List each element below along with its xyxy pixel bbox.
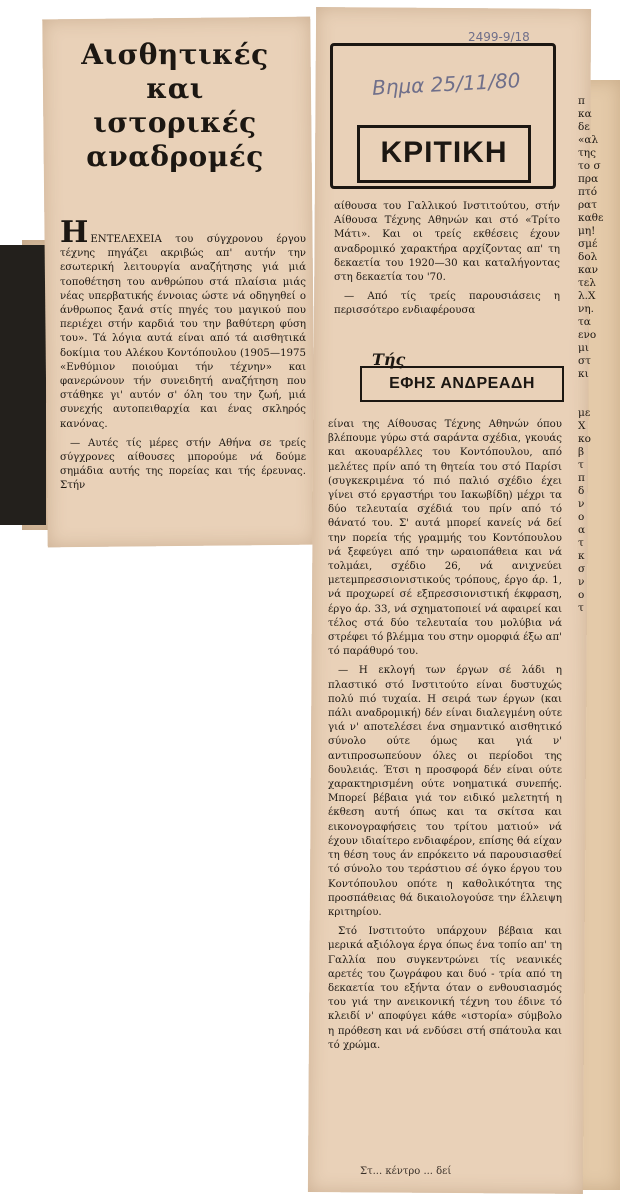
fragment-line: μι bbox=[578, 342, 589, 354]
fragment-line bbox=[578, 381, 618, 394]
paragraph: Στό Ινστιτούτο υπάρχουν βέβαια και μερικά αξιόλογα έργα όπως ένα τοπίο απ' τη Γαλλία που συγκεντρώνει τίς νεανικές αρετές του ζωγράφου και δυό - τρία από τη δεκαετία του εξήντα όταν ο ενθουσιασμός του γιά την ανεικονική τέχνη του έδινε τό κλειδί ν' αποφύγει κάθε «ιστορία» σύμβολο η πρόθεση και νά ενδύσει στή σπάτουλα και τό χρώμα. bbox=[328, 926, 562, 1051]
catalog-number: 2499-9/18 bbox=[468, 30, 530, 44]
fragment-line: καθε bbox=[578, 212, 604, 224]
handwritten-note: Βημα 25/11/80 bbox=[371, 68, 522, 100]
title-line: αναδρομές bbox=[86, 140, 264, 173]
article-title bbox=[70, 38, 280, 174]
paragraph: — Αυτές τίς μέρες στήν Αθήνα σε τρείς σύγχρονες αίθουσες μπορούμε νά δούμε σημάδια αυτής της πορείας και τής έρευνας. Στήν bbox=[60, 437, 306, 492]
fragment-line: δολ bbox=[578, 251, 598, 263]
fragment-line: ν bbox=[578, 576, 585, 588]
side-fragment-text bbox=[578, 95, 618, 615]
fragment-line: δ bbox=[578, 485, 585, 497]
fragment-line: μη! bbox=[578, 225, 596, 237]
fragment-line: α bbox=[578, 524, 586, 536]
fragment-line: κ bbox=[578, 550, 585, 562]
bottom-fragment: Στ... κέντρο ... δεί bbox=[360, 1166, 452, 1177]
fragment-line: στ bbox=[578, 355, 591, 367]
fragment-line: κο bbox=[578, 433, 591, 445]
fragment-line: «αλ bbox=[578, 134, 599, 146]
paragraph: αίθουσα του Γαλλικού Ινστιτούτου, στήν Αίθουσα Τέχνης Αθηνών και στό «Τρίτο Μάτι». Και οι τρείς εκθέσεις έχουν αναδρομικό χαρακτήρα αρχίζοντας απ' τη δεκαετία του 1920—30 και καταλήγοντας στη δεκαετία του '70. bbox=[334, 201, 560, 284]
fragment-line: σμέ bbox=[578, 238, 598, 250]
fragment-line: πτό bbox=[578, 186, 598, 198]
fragment-line: π bbox=[578, 95, 585, 107]
paragraph: είναι της Αίθουσας Τέχνης Αθηνών όπου βλέπουμε γύρω στά σαράντα σχέδια, γκουάς και ακουαρέλλες του Κοντόπουλου, από μελέτες πρίν από τη θητεία του στό Παρίσι (συγκεκριμένα τό πιό παλιό σχέδιο έχει γίνει στό εργαστήρι του Ιακωβίδη) μέχρι τα δύο τελευταία σχέδιά του πρίν από τό θάνατό του. Σ' αυτά μπορεί κανείς νά δεί την πορεία τής γραμμής του Κοντόπουλου νά ξεφεύγει από την ωραιοπάθεια και νά τολμάει, σχέδιο 26, νά ανιχνεύει μετεμπρεσσιονιστικούς τρόπους, έργο άρ. 1, νά προχωρεί σέ εξπρεσσιονιστική έκφραση, έργο άρ. 33, νά σχηματοποιεί νά αφαιρεί και τέλος στά δύο τελευταία του μολύβια νά στρέφει τό βλέμμα του στην ομορφιά έξω απ' τό παράθυρό του. bbox=[328, 419, 562, 658]
dropcap: Η bbox=[60, 215, 89, 250]
title-line: Αισθητικές bbox=[81, 38, 269, 71]
paragraph: — Από τίς τρείς παρουσιάσεις η περισσότερο ενδιαφέρουσα bbox=[334, 291, 560, 317]
fragment-line: τ bbox=[578, 602, 584, 614]
fragment-line bbox=[578, 394, 618, 407]
right-column-top bbox=[334, 200, 560, 324]
fragment-line: καν bbox=[578, 264, 599, 276]
fragment-line: ν bbox=[578, 498, 585, 510]
fragment-line: πρα bbox=[578, 173, 599, 185]
fragment-line: τα bbox=[578, 316, 591, 328]
author-name: ΕΦΗΣ ΑΝΔΡΕΑΔΗ bbox=[360, 366, 564, 402]
fragment-line: σ bbox=[578, 563, 586, 575]
fragment-line: β bbox=[578, 446, 585, 458]
fragment-line: ο bbox=[578, 589, 585, 601]
paragraph: — Η εκλογή των έργων σέ λάδι η πλαστικό στό Ινστιτούτο είναι δυστυχώς πολύ πιό τυχαία. Η σειρά των έργων (και πάλι αναδρομική) δέν είναι διαλεγμένη ούτε γιά ν' αποτελέσει ένα σημαντικό αισθητικό σύνολο ούτε όμως και γιά ν' αντιπροσωπεύουν όλες οι περίοδοι της δουλειάς. Έτσι η προσφορά δέν είναι ούτε χαρακτηρισμένη ούτε νοηματικά συνεπής. Μπορεί βέβαια γιά τον ειδικό μελετητή η έκθεση αυτή όπως και τα σκίτσα και εικονογραφήσεις του τρίτου ματιού» νά έχουν ιδιαίτερο ενδιαφέρον, επίσης θά είχαν τη θέση τους άν επρόκειτο νά παρουσιασθεί τό σύνολο του τεράστιου σέ όγκο έργου του Κοντόπουλου οπότε η καθολικότητα της προσπάθειας θά δικαιολογούσε την έλλειψη κριτηρίου. bbox=[328, 665, 562, 918]
fragment-line: τελ bbox=[578, 277, 596, 289]
fragment-line: νη. bbox=[578, 303, 595, 315]
byline-prefix: Τής bbox=[372, 350, 406, 369]
right-column-main bbox=[328, 418, 562, 1058]
adjacent-photo-fragment bbox=[0, 245, 46, 525]
fragment-line: Χ bbox=[578, 420, 586, 432]
title-line: και bbox=[146, 72, 204, 105]
byline bbox=[340, 350, 565, 404]
paragraph: ΗΕΝΤΕΛΕΧΕΙΑ του σύγχρονου έργου τέχνης πηγάζει ακριβώς απ' αυτήν την εσωτερική λειτουργία αναζήτησης γιά μιά τοποθέτηση του ανθρώπου στά πλαίσια μιάς νέας υπερβατικής έννοιας ώστε νά οδηγηθεί ο άνθρωπος ξανά στίς πηγές του μαγικού που περιέχει στήν καρδιά του την βαθύτερη φύση του». Τά λόγια αυτά είναι από τά αισθητικά δοκίμια του Αλέκου Κοντόπουλου (1905—1975 «Ενθύμιον ποιούμαι τήν τέχνην» και φανερώνουν τήν συνειδητή αναζήτηση που στάθηκε γι' αυτόν σ' όλη του την ζωή, μιά συνεχής αυτοπειθαρχία και ένας σκληρός κανόνας. bbox=[60, 215, 306, 430]
fragment-line: της bbox=[578, 147, 596, 159]
fragment-line: το σ bbox=[578, 160, 601, 172]
left-column bbox=[60, 215, 306, 499]
section-label: ΚΡΙΤΙΚΗ bbox=[357, 125, 531, 183]
fragment-line: δε bbox=[578, 121, 590, 133]
fragment-line: λ.Χ bbox=[578, 290, 596, 302]
fragment-line: ενο bbox=[578, 329, 597, 341]
fragment-line: τ bbox=[578, 459, 584, 471]
fragment-line: ο bbox=[578, 511, 585, 523]
fragment-line: ρατ bbox=[578, 199, 598, 211]
fragment-line: π bbox=[578, 472, 585, 484]
fragment-line: κα bbox=[578, 108, 592, 120]
fragment-line: τ bbox=[578, 537, 584, 549]
fragment-line: κι bbox=[578, 368, 589, 380]
title-line: ιστορικές bbox=[93, 106, 257, 139]
fragment-line: με bbox=[578, 407, 591, 419]
